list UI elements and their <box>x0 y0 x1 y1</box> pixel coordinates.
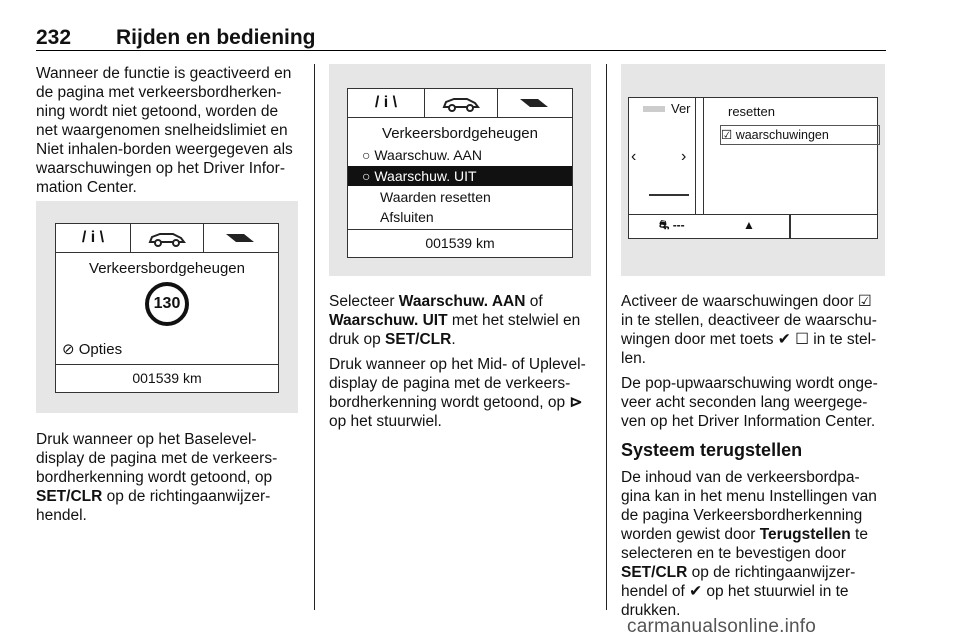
text: of <box>525 293 543 310</box>
text: op de richtingaanwijzer-hendel of ✔ op het stuurwiel in te drukken. <box>621 564 856 619</box>
text: op de richtingaanwijzer-hendel. <box>36 488 271 524</box>
road-icon <box>202 224 278 252</box>
speed-limit-value: 130 <box>145 282 189 326</box>
column-divider <box>606 64 607 610</box>
road-icon <box>496 89 572 117</box>
options-label: Opties <box>78 341 123 358</box>
column-1 <box>36 64 302 203</box>
chevron-left-icon[interactable]: ‹ <box>631 148 637 165</box>
text: Druk wanneer op het Mid- of Uplevel-display de pagina met de verkeers-bordherkenning wordt getoond, op <box>329 356 586 411</box>
figure-uplevel-display <box>621 64 885 276</box>
text: Selecteer <box>329 293 399 310</box>
car-icon <box>130 224 204 252</box>
display-icon-bar <box>348 89 572 118</box>
lane-icon: ▲ <box>743 218 755 232</box>
text: De inhoud van de verkeersbordpa-gina kan in het menu Instellingen van de pagina Verkeersbordherkenning worden gewist door <box>621 469 877 543</box>
next-icon: ⊳ <box>569 394 583 411</box>
text: Druk wanneer op het Baselevel-display de pagina met de verkeers-bordherkenning wordt getoond, op <box>36 431 278 486</box>
traffic-info-icon: / i \ <box>374 94 398 111</box>
paragraph <box>329 292 595 349</box>
odometer: 001539 km <box>348 229 572 256</box>
paragraph: Wanneer de functie is geactiveerd en de pagina met verkeersbordherken-ning wordt niet getoond, worden de net waargenomen snelheidslimiet en Niet inhalen-borden weergegeven als waarschuwingen op het Driver Infor-mation Center. <box>36 65 293 196</box>
radio-icon: ○ <box>362 168 375 184</box>
checkbox-checked-icon: ☑ <box>721 128 736 142</box>
display-screen <box>55 223 279 393</box>
watermark: carmanualsonline.info <box>627 616 817 637</box>
car-icon <box>424 89 498 117</box>
speed-sign-icon <box>56 282 278 326</box>
left-panel <box>629 98 696 214</box>
paragraph: Activeer de waarschuwingen door ☑ in te stellen, deactiveer de waarschu-wingen door met toets ✔ ☐ in te stel-len. <box>621 293 877 367</box>
display-screen <box>347 88 573 258</box>
divider <box>789 215 791 239</box>
warnings-checkbox-row[interactable] <box>720 125 880 145</box>
menu-item-reset[interactable]: Waarden resetten <box>380 189 491 205</box>
text: op het stuurwiel. <box>329 413 442 430</box>
checkbox-label: waarschuwingen <box>735 128 829 142</box>
menu-item-exit[interactable]: Afsluiten <box>380 209 434 225</box>
keyword: SET/CLR <box>36 488 103 505</box>
text: te selecteren en te bevestigen door <box>621 526 868 562</box>
paragraph <box>36 430 302 525</box>
settings-popup <box>703 98 874 214</box>
column-divider <box>314 64 315 610</box>
menu-item-warn-off[interactable] <box>348 166 572 186</box>
keyword: Waarschuw. AAN <box>398 293 526 310</box>
column-2 <box>329 292 595 437</box>
menu-item-label: Waarschuw. AAN <box>374 147 482 163</box>
display-title: Verkeersbordgeheugen <box>382 125 538 142</box>
figure-baselevel-display <box>36 201 298 413</box>
bottom-bar <box>629 214 877 239</box>
column-1-lower <box>36 430 302 531</box>
paragraph: De pop-upwaarschuwing wordt onge-veer acht seconden lang weergege-ven op het Driver Information Center. <box>621 375 878 430</box>
options-row <box>62 340 278 358</box>
page-title: Rijden en bediening <box>116 26 316 49</box>
display-title: Verkeersbordgeheugen <box>89 260 245 277</box>
section-heading: Systeem terugstellen <box>621 440 803 460</box>
menu-item-label: Waarschuw. UIT <box>374 168 477 184</box>
traffic-sign-icon: ⛐ --- <box>659 218 685 232</box>
keyword: Terugstellen <box>759 526 851 543</box>
traffic-info-icon: / i \ <box>81 229 105 246</box>
tab-label: Ver <box>671 101 691 116</box>
radio-icon: ○ <box>362 147 375 163</box>
display-screen <box>628 97 878 239</box>
keyword: SET/CLR <box>621 564 688 581</box>
popup-title: resetten <box>728 104 775 119</box>
odometer: 001539 km <box>56 364 278 391</box>
page-number: 232 <box>36 26 72 49</box>
check-circle-icon: ⊘ <box>62 341 75 358</box>
chevron-right-icon[interactable]: › <box>681 148 687 165</box>
paragraph <box>621 468 887 620</box>
keyword: Waarschuw. UIT <box>329 312 448 329</box>
paragraph <box>329 355 595 431</box>
menu-item-warn-on[interactable] <box>348 145 572 165</box>
figure-midlevel-display <box>329 64 591 276</box>
keyword: SET/CLR <box>385 331 452 348</box>
divider <box>649 194 689 196</box>
page-header <box>36 22 886 51</box>
display-icon-bar <box>56 224 278 253</box>
column-3 <box>621 292 887 626</box>
text: met het stelwiel en druk op <box>329 312 581 348</box>
tab-icon <box>643 106 665 112</box>
text: . <box>451 331 456 348</box>
